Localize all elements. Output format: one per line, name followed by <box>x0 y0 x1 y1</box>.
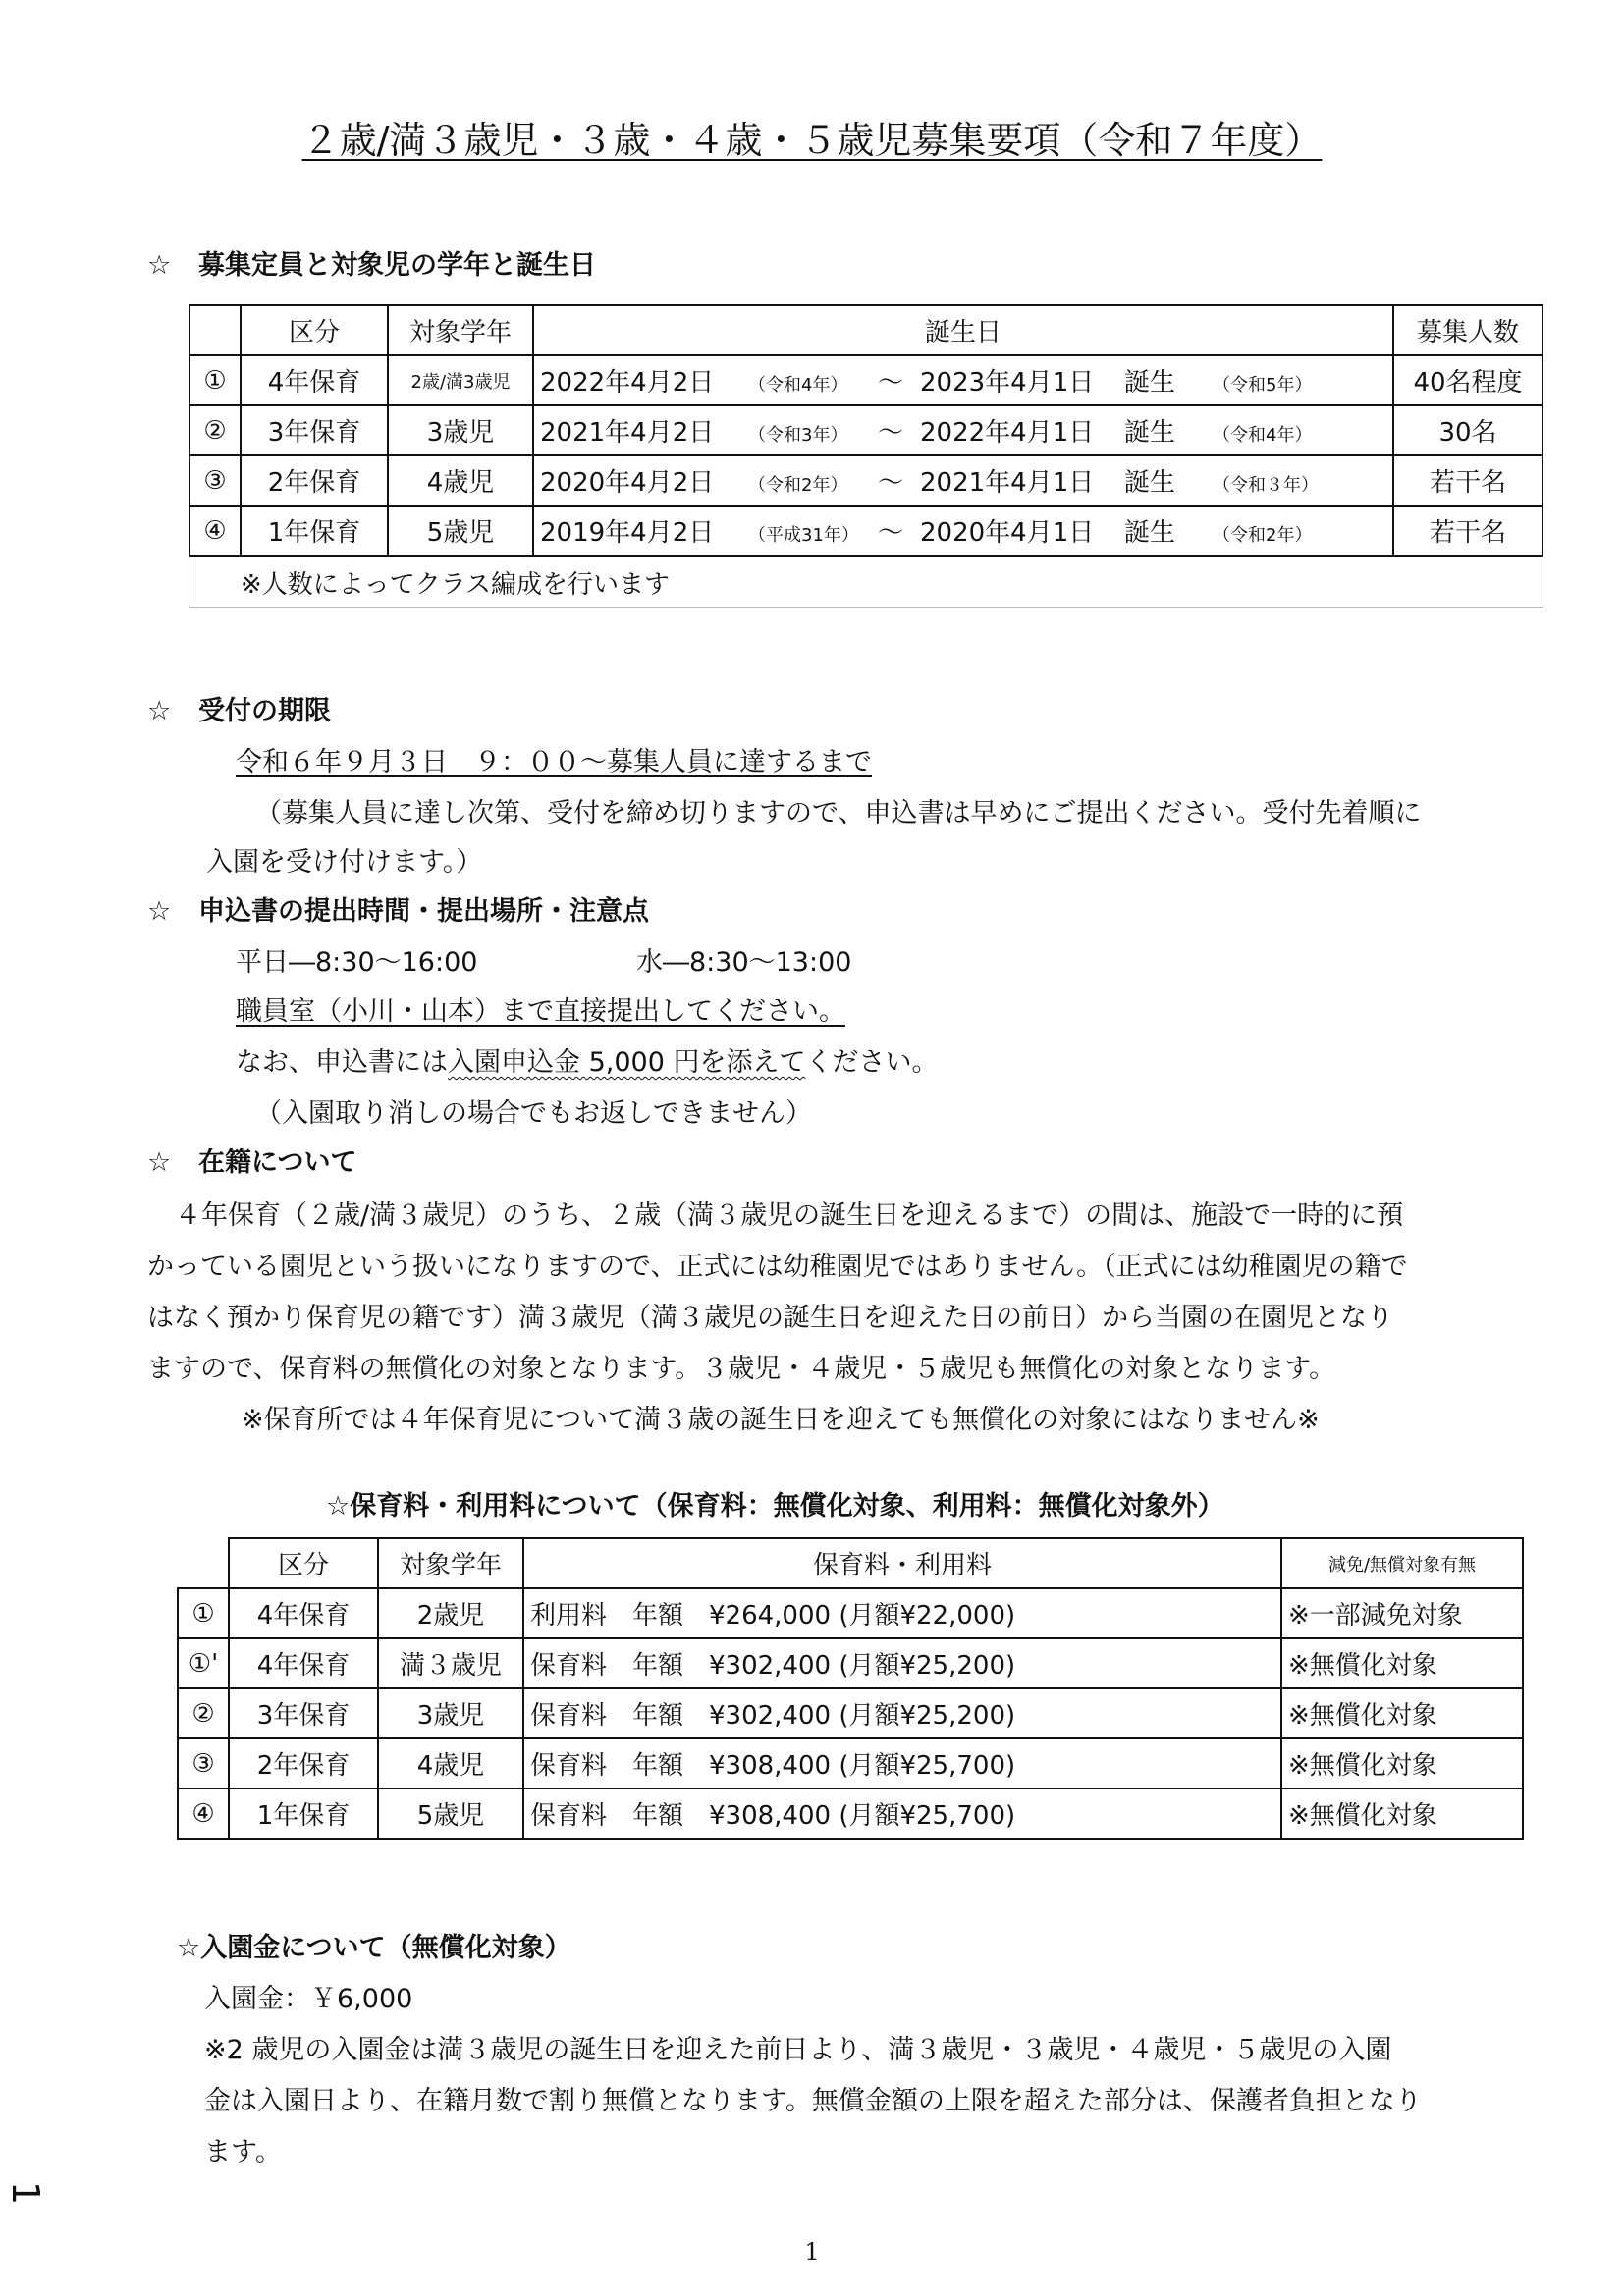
section-recruitment-heading: ☆ 募集定員と対象児の学年と誕生日 <box>147 250 596 281</box>
page-number: 1 <box>804 2238 820 2266</box>
admission-text-line: ※2 歳児の入園金は満３歳児の誕生日を迎えた前日より、満３歳児・３歳児・４歳児・５歳児の入園 <box>204 2035 1392 2065</box>
header-status: 減免/無償対象有無 <box>1281 1538 1523 1588</box>
submission-place: 職員室（小川・山本）まで直接提出してください。 <box>236 996 845 1027</box>
fees-table <box>177 1537 1524 1840</box>
table-row: ③ 2年保育 4歳児 2020年4月2日 （令和2年） ～ 2021年4月1日 誕生 （令和３年） 若干名 <box>189 455 1543 506</box>
application-fee-line: なお、申込書には入園申込金 5,000 円を添えてください。 <box>236 1047 939 1078</box>
header-kubun: 区分 <box>241 305 388 355</box>
margin-mark: 1 <box>4 2181 47 2206</box>
star-icon: ☆ <box>147 250 172 281</box>
wednesday-hours: 水―8:30～13:00 <box>636 947 852 978</box>
table-header-row <box>189 305 1543 355</box>
table-header-row <box>178 1538 1523 1588</box>
table-row: ② 3年保育 3歳児 2021年4月2日 （令和3年） ～ 2022年4月1日 誕生 （令和4年） 30名 <box>189 405 1543 455</box>
enrollment-text-line: かっている園児という扱いになりますので、正式には幼稚園児ではありません。（正式には幼稚園児の籍で <box>147 1252 1408 1282</box>
table-row: ① 4年保育 2歳児 利用料 年額 ¥264,000 (月額¥22,000) ※一部減免対象 <box>178 1588 1523 1638</box>
header-grade: 対象学年 <box>388 305 533 355</box>
star-icon: ☆ <box>147 896 172 927</box>
table-row: ①' 4年保育 満３歳児 保育料 年額 ¥302,400 (月額¥25,200) ※無償化対象 <box>178 1638 1523 1688</box>
deadline-text: 令和６年９月３日 ９：００～募集人員に達するまで <box>236 747 872 777</box>
section-deadline-heading: ☆ 受付の期限 <box>147 696 331 726</box>
deadline-note: （募集人員に達し次第、受付を締め切りますので、申込書は早めにご提出ください。受付先着順に <box>255 798 1422 828</box>
admission-fee: 入園金：￥6,000 <box>204 1984 413 2014</box>
star-icon: ☆ <box>147 696 172 726</box>
admission-text-line: ます。 <box>204 2137 282 2167</box>
table-row: ① 4年保育 2歳/満3歳児 2022年4月2日 （令和4年） ～ 2023年4月1日 誕生 （令和5年） 40名程度 <box>189 355 1543 405</box>
table-row: ④ 1年保育 5歳児 2019年4月2日 （平成31年） ～ 2020年4月1日 誕生 （令和2年） 若干名 <box>189 506 1543 556</box>
page-title: ２歳/満３歳児・３歳・４歳・５歳児募集要項（令和７年度） <box>301 119 1323 162</box>
star-icon: ☆ <box>147 1148 172 1178</box>
table-row: ④ 1年保育 5歳児 保育料 年額 ¥308,400 (月額¥25,700) ※無償化対象 <box>178 1789 1523 1839</box>
table-row: ③ 2年保育 4歳児 保育料 年額 ¥308,400 (月額¥25,700) ※無償化対象 <box>178 1738 1523 1789</box>
enrollment-text-line: ４年保育（２歳/満３歳児）のうち、２歳（満３歳児の誕生日を迎えるまで）の間は、施設で一時的に預 <box>175 1201 1404 1231</box>
header-birthday: 誕生日 <box>533 305 1393 355</box>
enrollment-text-line: はなく預かり保育児の籍です）満３歳児（満３歳児の誕生日を迎えた日の前日）から当園の在園児となり <box>147 1303 1393 1333</box>
table-note: ※人数によってクラス編成を行います <box>241 570 671 600</box>
section-admission-heading: ☆入園金について（無償化対象） <box>177 1933 571 1963</box>
header-count: 募集人数 <box>1393 305 1543 355</box>
section-enrollment-heading: ☆ 在籍について <box>147 1148 357 1178</box>
table-row: ② 3年保育 3歳児 保育料 年額 ¥302,400 (月額¥25,200) ※無償化対象 <box>178 1688 1523 1738</box>
table-note-row <box>189 556 1543 608</box>
header-fee: 保育料・利用料 <box>523 1538 1281 1588</box>
section-submission-heading: ☆ 申込書の提出時間・提出場所・注意点 <box>147 896 649 927</box>
enrollment-text-line: ますので、保育料の無償化の対象となります。３歳児・４歳児・５歳児も無償化の対象となります。 <box>147 1354 1336 1384</box>
header-grade: 対象学年 <box>378 1538 523 1588</box>
refund-note: （入園取り消しの場合でもお返しできません） <box>255 1098 812 1129</box>
enrollment-note: ※保育所では４年保育児について満３歳の誕生日を迎えても無償化の対象にはなりません※ <box>242 1405 1320 1435</box>
weekday-hours: 平日―8:30～16:00 <box>236 947 478 978</box>
section-fees-heading: ☆保育料・利用料について（保育料：無償化対象、利用料：無償化対象外） <box>326 1491 1224 1522</box>
deadline-note-cont: 入園を受け付けます。） <box>206 847 483 878</box>
admission-text-line: 金は入園日より、在籍月数で割り無償となります。無償金額の上限を超えた部分は、保護者負担となり <box>204 2086 1422 2116</box>
header-kubun: 区分 <box>229 1538 378 1588</box>
recruitment-table <box>189 304 1543 557</box>
